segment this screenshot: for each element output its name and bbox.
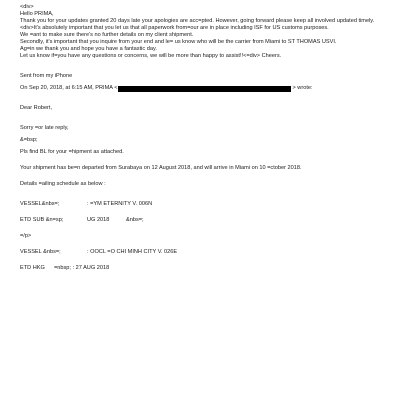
vessel-2-row <box>20 249 386 256</box>
quote-prefix: On Sep 20, 2018, at 6:15 AM, PRIMA < <box>20 85 118 91</box>
vessel-2-value: : OOCL =O CHI MINH CITY V. 026E <box>87 249 178 255</box>
greeting: Hello PRIMA, <box>20 11 54 17</box>
apology-line: Sorry =or late reply, <box>20 125 69 131</box>
redacted-email-block <box>118 86 291 92</box>
etd-sub-label: ETD SUB &n=sp; <box>20 217 64 223</box>
salutation: Dear Robert, <box>20 105 53 111</box>
schedule-intro: Details =ailing schedule as below : <box>20 181 106 187</box>
vessel-1-label: VESSEL&nbs=; <box>20 201 60 207</box>
etd-sub-row <box>20 217 386 224</box>
etd-hkg-value: =nbsp; : 27 AUG 2018 <box>54 265 110 271</box>
quote-suffix: > wrote: <box>292 85 313 91</box>
vessel-1-row <box>20 201 386 208</box>
sent-from-signature: Sent from my iPhone <box>20 73 73 79</box>
etd-sub-extra: &nbs=; <box>126 217 144 223</box>
shipment-status-line: Your shipment has be=n departed from Surabaya on 12 August 2018, and will arrive in Miami on 10 =ctober 2018. <box>20 165 302 171</box>
etd-hkg-row <box>20 265 386 272</box>
vessel-2-label: VESSEL &nbs=; <box>20 249 61 255</box>
email-document <box>20 4 386 272</box>
p-close-text: =/p> <box>20 233 32 239</box>
etd-hkg-label: ETD HKG <box>20 265 45 271</box>
bsp-text: &=bsp; <box>20 137 38 143</box>
paragraph-thanks: Thank you for your updates granted 20 days late your apologies are acc=pted. However, going forward please keep all involved updated timely. <box>20 18 375 24</box>
vessel-1-value: : =YM ETERNITY V. 006N <box>87 201 153 207</box>
paragraph-questions: Let us know if=you have any questions or concerns, we will be more than happy to assist!!<=div> Cheers. <box>20 53 282 59</box>
paragraph-details: We =ant to make sure there's no further details on my client shipment. <box>20 32 194 38</box>
bl-attached-line: Pls find BL for your =hipment as attached. <box>20 149 124 155</box>
div-open-text: <div> <box>20 4 34 10</box>
etd-sub-value: UG 2018 <box>87 217 110 223</box>
paragraph-paperwork: <div>It's absolutely important that you let us that all paperwork from=our are in place including ISF for US customs purposes. <box>20 25 329 31</box>
paragraph-again: Ag=in we thank you and hope you have a fantastic day. <box>20 46 157 52</box>
quote-header <box>20 85 386 92</box>
paragraph-carrier: Secondly, it's important that you inquire from your end and le= us know who will be the carrier from Miami to ST THOMAS USVI. <box>20 39 337 45</box>
